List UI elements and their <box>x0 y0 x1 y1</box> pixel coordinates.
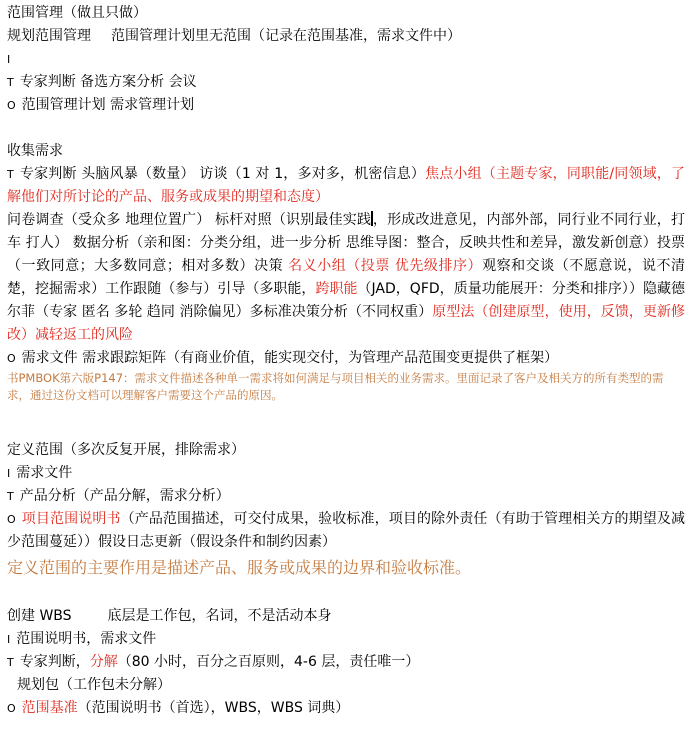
tool-marker: T <box>7 490 14 503</box>
decomposition-text: 分解 <box>89 654 118 670</box>
plan-scope-note: 范围管理计划里无范围（记录在范围基准，需求文件中） <box>111 28 461 44</box>
plan-scope-outputs-text: 范围管理计划 需求管理计划 <box>21 97 195 113</box>
output-marker: O <box>7 99 16 112</box>
input-marker: I <box>7 467 11 480</box>
plan-scope-inputs <box>7 48 685 71</box>
wbs-tools-text-a: 专家判断， <box>19 654 90 670</box>
cross-functional-text: 跨职能 <box>315 281 358 297</box>
wbs-note: 底层是工作包，名词，不是活动本身 <box>107 608 332 624</box>
define-inputs-text: 需求文件 <box>16 465 73 481</box>
wbs-inputs-text: 范围说明书，需求文件 <box>16 631 157 647</box>
nominal-group-text: 名义小组（投票 优先级排序） <box>288 258 483 274</box>
collect-tools-text-3: 观察和交谈（不愿意说，说不清楚，挖掘需求）工作跟随（参与）引导（多职能， <box>7 258 686 297</box>
define-highlight: 定义范围的主要作用是描述产品、服务或成果的边界和验收标准。 <box>7 558 472 577</box>
collect-tools-text-2a: 问卷调查（受众多 地理位置广） 标杆对照（识别最佳实践 <box>7 212 372 228</box>
plan-scope-outputs <box>7 94 685 117</box>
collect-outputs-text: 需求文件 需求跟踪矩阵（有商业价值，能实现交付，为管理产品范围变更提供了框架） <box>21 350 559 366</box>
collect-tools-paragraph <box>7 163 685 347</box>
plan-scope-heading: 规划范围管理 <box>7 28 91 44</box>
plan-scope-tools-text: 专家判断 备选方案分析 会议 <box>19 74 197 90</box>
define-outputs-text: （产品范围描述，可交付成果，验收标准，项目的除外责任（有助于管理相关方的期望及减少范围蔓延））假设日志更新（假设条件和制约因素） <box>7 511 686 550</box>
output-marker: O <box>7 702 16 715</box>
wbs-heading: 创建 WBS <box>7 608 72 624</box>
tool-marker: T <box>7 168 14 181</box>
wbs-outputs <box>7 697 685 720</box>
focus-group-text: 焦点小组（主题专家，同职能/同领域，了解他们对所讨论的产品、服务或成果的期望和态度） <box>7 166 685 205</box>
scope-baseline-text: 范围基准 <box>21 700 78 716</box>
wbs-tools-text-b: （80 小时，百分之百原则，4-6 层，责任唯一） <box>117 654 420 670</box>
output-marker: O <box>7 513 16 526</box>
input-marker: I <box>7 53 11 66</box>
scope-title: 范围管理（做且只做） <box>7 5 147 21</box>
plan-scope-line <box>7 25 685 48</box>
plan-scope-tools <box>7 71 685 94</box>
output-marker: O <box>7 352 16 365</box>
pmbok-note: 书PMBOK第六版P147：需求文件描述各种单一需求将如何满足与项目相关的业务需求。里面记录了客户及相关方的所有类型的需求，通过这份文档可以理解客户需要这个产品的原因。 <box>7 371 664 402</box>
define-heading: 定义范围（多次反复开展，排除需求） <box>7 442 245 458</box>
scope-statement-text: 项目范围说明书 <box>21 511 121 527</box>
define-inputs <box>7 462 685 485</box>
collect-tools-text-2b: ，形成改进意见，内部外部，同行业不同行业，打车 打人） 数据分析（亲和图：分类分组，进一步分析 思维导图：整合，反映共性和差异，激发新创意）投票（一致同意；大多数同意；相对多数）决策 <box>7 212 685 274</box>
wbs-planning-package: 规划包（工作包未分解） <box>17 677 171 693</box>
wbs-inputs <box>7 628 685 651</box>
define-tools-text: 产品分析（产品分解，需求分析） <box>19 488 230 504</box>
collect-outputs <box>7 347 685 370</box>
define-outputs <box>7 508 685 554</box>
wbs-tools <box>7 651 685 674</box>
collect-tools-text-4: （JAD，QFD，质量功能展开：分类和排序））隐藏德尔菲（专家 匿名 多轮 趋同 消除偏见）多标准决策分析（不同权重） <box>7 281 686 320</box>
collect-tools-text-1: 专家判断 头脑风暴（数量） 访谈（1 对 1，多对多，机密信息） <box>19 166 426 182</box>
define-tools <box>7 485 685 508</box>
document-body <box>7 2 685 720</box>
input-marker: I <box>7 633 11 646</box>
collect-heading: 收集需求 <box>7 143 63 159</box>
wbs-line <box>7 605 685 628</box>
tool-marker: T <box>7 76 14 89</box>
tool-marker: T <box>7 656 14 669</box>
wbs-outputs-text: （范围说明书（首选），WBS，WBS 词典） <box>77 700 350 716</box>
prototype-text: 原型法（创建原型，使用，反馈，更新修改）减轻返工的风险 <box>7 304 685 343</box>
